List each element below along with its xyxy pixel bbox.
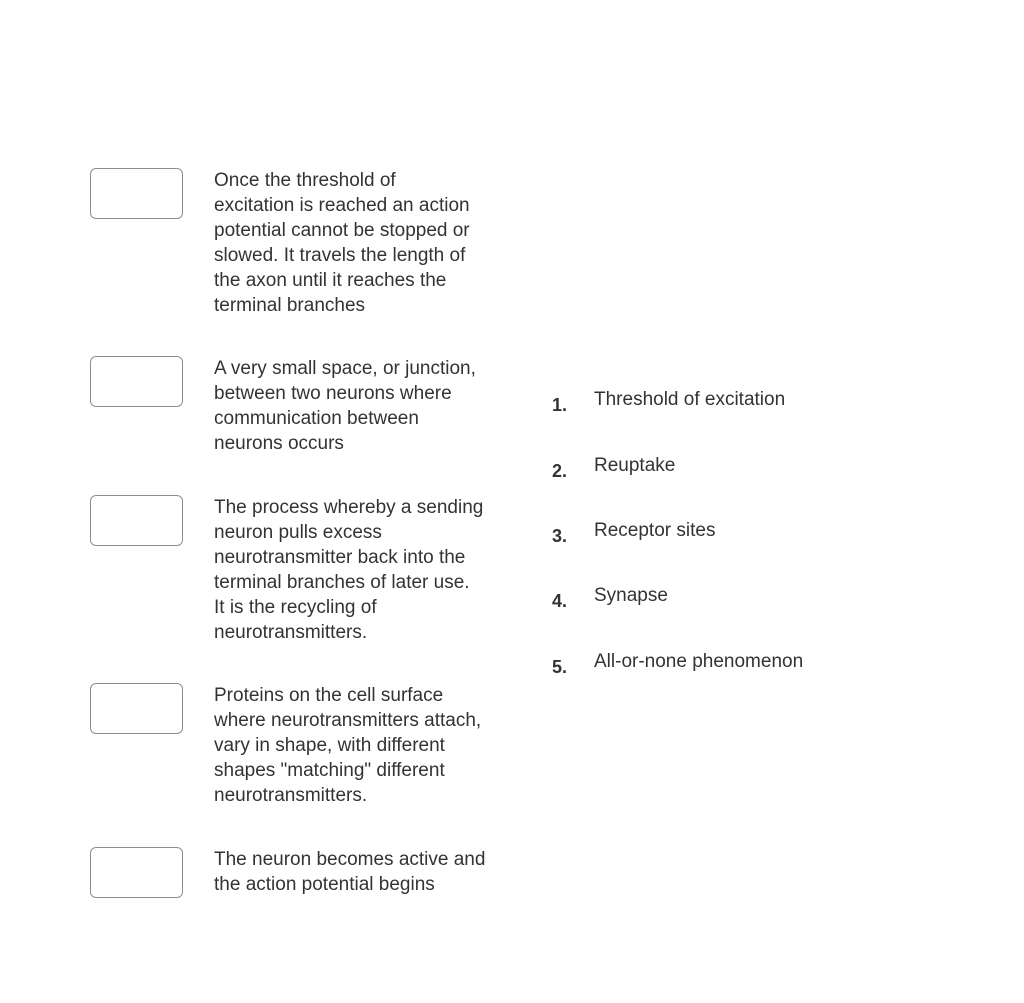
option-number: 1.	[552, 395, 568, 415]
option-label: Threshold of excitation	[594, 389, 786, 410]
option-number: 3.	[552, 526, 568, 546]
prompt-text-3: The process whereby a sending neuron pulls excess neurotransmitter back into the terminal branches of later use. It is the recycling of neurotransmitters.	[214, 497, 484, 643]
option-label: All-or-none phenomenon	[594, 651, 804, 672]
answer-input-3[interactable]	[90, 495, 183, 546]
prompt-text-4: Proteins on the cell surface where neurotransmitters attach, vary in shape, with different shapes "matching" different neurotransmitters.	[214, 685, 482, 806]
option-label: Reuptake	[594, 455, 676, 476]
option-label: Receptor sites	[594, 520, 716, 541]
prompt-text-1: Once the threshold of excitation is reached an action potential cannot be stopped or slowed. It travels the length of the axon until it reaches the terminal branches	[214, 170, 470, 316]
prompt-text-2: A very small space, or junction, between two neurons where communication between neurons occurs	[214, 358, 476, 454]
answer-input-4[interactable]	[90, 683, 183, 734]
answer-input-1[interactable]	[90, 168, 183, 219]
option-number: 5.	[552, 657, 568, 677]
option-number: 4.	[552, 591, 568, 611]
answer-input-2[interactable]	[90, 356, 183, 407]
option-label: Synapse	[594, 585, 668, 606]
option-number: 2.	[552, 461, 568, 481]
answer-input-5[interactable]	[90, 847, 183, 898]
prompt-text-5: The neuron becomes active and the action potential begins	[214, 849, 486, 895]
